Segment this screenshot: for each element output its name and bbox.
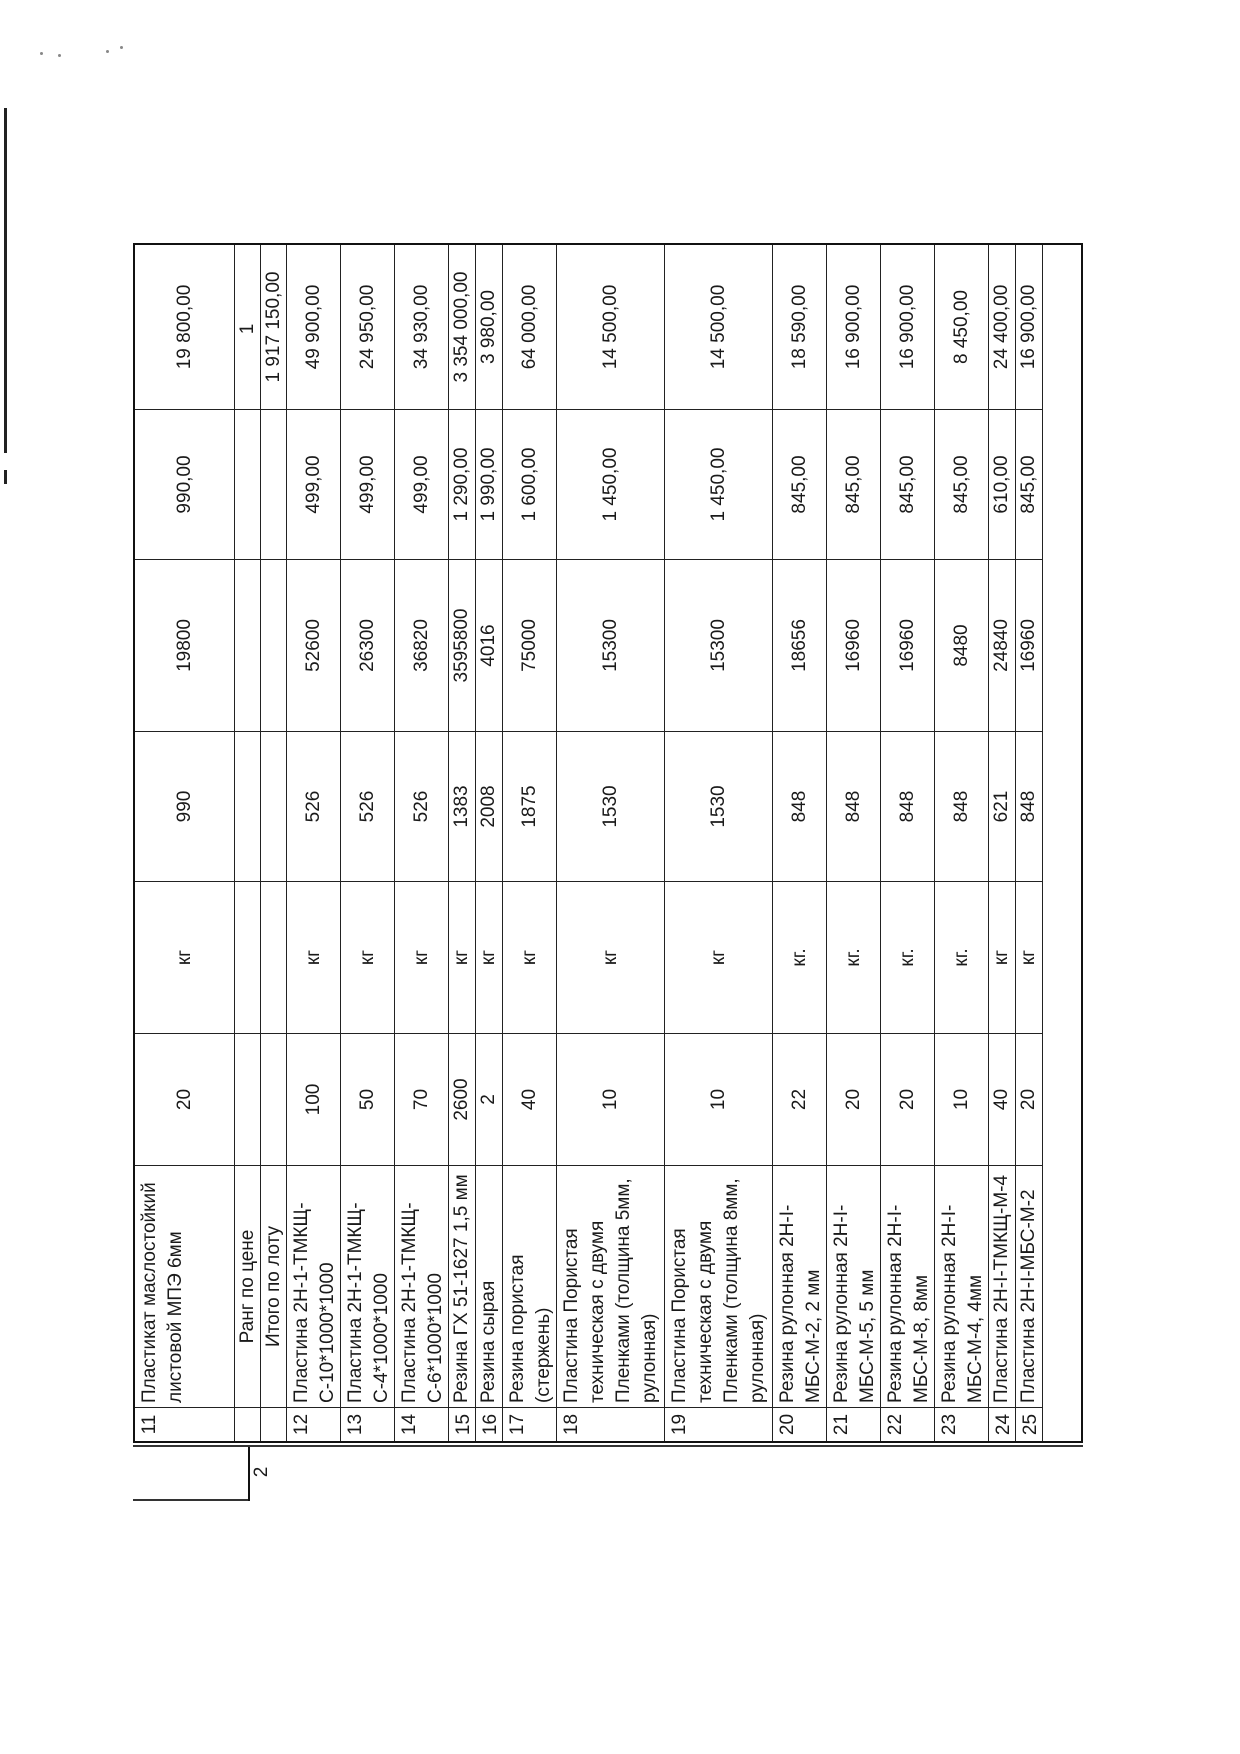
table-cell-sum2: 16 900,00 xyxy=(896,284,918,370)
table-cell-qty: 40 xyxy=(989,1033,1015,1165)
table-cell-sum1: 36820 xyxy=(395,559,448,731)
rotated-document xyxy=(133,241,1091,1501)
table-body xyxy=(135,245,1081,1441)
table-cell-price2 xyxy=(235,409,260,559)
table-cell-unit: кг xyxy=(1016,881,1042,1033)
table-cell-name: Пластина 2Н-1-ТМКЩ-С-10*1000*1000 xyxy=(287,1165,340,1407)
table-cell-qty: 2 xyxy=(476,1033,502,1165)
table-cell-sum1: 16960 xyxy=(1016,559,1042,731)
table-row xyxy=(989,245,1016,1441)
table-cell-sum2: 64 000,00 xyxy=(518,284,540,370)
table-cell-unit xyxy=(235,881,260,1033)
table-cell-name: Резина рулонная 2Н-I-МБС-М-5, 5 мм xyxy=(827,1165,880,1407)
table-cell-qty: 20 xyxy=(1016,1033,1042,1165)
table-cell-unit: кг. xyxy=(773,881,826,1033)
table-row xyxy=(341,245,395,1441)
table-cell-price1: 848 xyxy=(1016,731,1042,881)
table-row xyxy=(1016,245,1043,1441)
table-cell-num: 24 xyxy=(989,1407,1015,1441)
table-cell-sum1: 75000 xyxy=(503,559,556,731)
table-row xyxy=(261,245,287,1441)
table-cell-name: Пластина 2Н-I-ТМКЩ-М-4 xyxy=(989,1165,1015,1407)
table-cell-num: 15 xyxy=(449,1407,475,1441)
scan-speck xyxy=(120,46,123,49)
table-cell-num: 17 xyxy=(503,1407,556,1441)
table-cell-qty: 20 xyxy=(135,1033,234,1165)
table-cell-sum2: 14 500,00 xyxy=(707,284,729,370)
table-cell-price1: 1530 xyxy=(665,731,772,881)
table-cell-num xyxy=(235,1407,260,1441)
table-cell-price1 xyxy=(261,731,286,881)
table-row xyxy=(935,245,989,1441)
table-cell-qty xyxy=(261,1033,286,1165)
table-cell-sum1: 15300 xyxy=(557,559,664,731)
table-cell-price2: 1 450,00 xyxy=(557,409,664,559)
table-cell-sum2: 3 354 000,00 xyxy=(451,271,472,383)
table-cell-price2: 845,00 xyxy=(773,409,826,559)
table-cell-unit: кг. xyxy=(935,881,988,1033)
table-cell-price2: 499,00 xyxy=(341,409,394,559)
table-cell-price1: 1875 xyxy=(503,731,556,881)
table-cell-price2: 499,00 xyxy=(287,409,340,559)
table-cell-qty: 40 xyxy=(503,1033,556,1165)
table-row xyxy=(827,245,881,1441)
table-row xyxy=(773,245,827,1441)
table-cell-sum2: 3 980,00 xyxy=(478,290,499,364)
table-cell-num: 22 xyxy=(881,1407,934,1441)
table-cell-qty: 100 xyxy=(287,1033,340,1165)
table-row xyxy=(235,245,261,1441)
table-cell-sum2: 34 930,00 xyxy=(410,284,432,370)
lot-number: 2 xyxy=(251,1466,272,1478)
table-cell-qty: 20 xyxy=(827,1033,880,1165)
table-cell-sum1: 19800 xyxy=(135,559,234,731)
table-cell-price1: 1383 xyxy=(449,731,475,881)
table-cell-unit: кг xyxy=(135,881,234,1033)
table-cell-sum1: 18656 xyxy=(773,559,826,731)
table-cell-name: Пластина Пористая техническая с двумя Пленками (толщина 5мм, рулонная) xyxy=(557,1165,664,1407)
table-cell-sum1: 52600 xyxy=(287,559,340,731)
table-cell-sum1: 26300 xyxy=(341,559,394,731)
table-cell-num: 11 xyxy=(135,1407,234,1441)
table-cell-price2 xyxy=(261,409,286,559)
table-cell-price2: 610,00 xyxy=(989,409,1015,559)
table-cell-name: Резина рулонная 2Н-I-МБС-М-4, 4мм xyxy=(935,1165,988,1407)
table-cell-price2: 845,00 xyxy=(827,409,880,559)
table-row xyxy=(503,245,557,1441)
table-cell-name: Итого по лоту xyxy=(261,1165,286,1407)
table-cell-price2: 1 990,00 xyxy=(476,409,502,559)
scan-speck xyxy=(106,50,109,53)
table-cell-num: 25 xyxy=(1016,1407,1042,1441)
lot-column-rule xyxy=(133,1446,1083,1448)
table-cell-price1: 848 xyxy=(935,731,988,881)
items-table xyxy=(133,243,1083,1443)
table-cell-unit: кг xyxy=(341,881,394,1033)
scan-edge-line xyxy=(4,108,7,453)
table-cell-sum1: 3595800 xyxy=(449,559,475,731)
table-cell-name: Резина рулонная 2Н-I-МБС-М-8, 8мм xyxy=(881,1165,934,1407)
table-cell-price2: 499,00 xyxy=(395,409,448,559)
table-cell-num: 16 xyxy=(476,1407,502,1441)
table-row xyxy=(449,245,476,1441)
table-cell-num: 21 xyxy=(827,1407,880,1441)
table-cell-name: Резина рулонная 2Н-I-МБС-М-2, 2 мм xyxy=(773,1165,826,1407)
table-cell-qty: 20 xyxy=(881,1033,934,1165)
table-cell-sum1: 16960 xyxy=(827,559,880,731)
table-cell-price1: 848 xyxy=(773,731,826,881)
table-cell-name: Пластина 2Н-1-ТМКЩ-С-6*1000*1000 xyxy=(395,1165,448,1407)
table-cell-name: Пластина Пористая техническая с двумя Пленками (толщина 8мм, рулонная) xyxy=(665,1165,772,1407)
table-cell-sum2: 16 900,00 xyxy=(1018,284,1039,370)
table-cell-qty: 2600 xyxy=(449,1033,475,1165)
table-cell-price1: 621 xyxy=(989,731,1015,881)
table-cell-unit: кг xyxy=(557,881,664,1033)
table-cell-price1: 526 xyxy=(395,731,448,881)
table-cell-name: Пластина 2Н-I-МБС-М-2 xyxy=(1016,1165,1042,1407)
table-row xyxy=(476,245,503,1441)
table-cell-unit: кг xyxy=(395,881,448,1033)
table-cell-qty: 10 xyxy=(557,1033,664,1165)
table-cell-sum1: 8480 xyxy=(935,559,988,731)
table-cell-num: 14 xyxy=(395,1407,448,1441)
table-cell-price2: 1 290,00 xyxy=(449,409,475,559)
table-cell-price2: 845,00 xyxy=(935,409,988,559)
lot-column-rule-left xyxy=(133,1500,248,1502)
table-cell-num: 13 xyxy=(341,1407,394,1441)
table-row xyxy=(881,245,935,1441)
table-cell-unit: кг xyxy=(476,881,502,1033)
table-cell-unit: кг xyxy=(989,881,1015,1033)
table-cell-sum2: 14 500,00 xyxy=(599,284,621,370)
table-cell-price2: 1 600,00 xyxy=(503,409,556,559)
table-cell-price1: 990 xyxy=(135,731,234,881)
table-cell-num: 18 xyxy=(557,1407,664,1441)
table-cell-qty: 22 xyxy=(773,1033,826,1165)
table-cell-name: Резина сырая xyxy=(476,1165,502,1407)
table-cell-name: Ранг по цене xyxy=(235,1165,260,1407)
table-cell-sum2: 1 917 150,00 xyxy=(262,271,284,383)
table-cell-sum2: 18 590,00 xyxy=(788,284,810,370)
table-cell-price1: 2008 xyxy=(476,731,502,881)
table-cell-price2: 845,00 xyxy=(881,409,934,559)
table-cell-unit: кг xyxy=(503,881,556,1033)
table-cell-qty xyxy=(235,1033,260,1165)
table-cell-name: Резина пористая (стержень) xyxy=(503,1165,556,1407)
table-cell-sum1: 15300 xyxy=(665,559,772,731)
table-cell-sum2: 16 900,00 xyxy=(842,284,864,370)
table-cell-sum1 xyxy=(261,559,286,731)
table-cell-sum2: 1 xyxy=(236,323,258,335)
table-cell-name: Пластикат маслостойкий листовой МПЭ 6мм xyxy=(135,1165,234,1407)
table-cell-unit: кг. xyxy=(827,881,880,1033)
table-row xyxy=(135,245,235,1441)
scan-speck xyxy=(58,54,61,57)
table-cell-price1 xyxy=(235,731,260,881)
table-cell-name: Резина ГХ 51-1627 1,5 мм xyxy=(449,1165,475,1407)
table-cell-price1: 1530 xyxy=(557,731,664,881)
table-cell-sum2: 19 800,00 xyxy=(173,284,195,370)
table-cell-price2: 990,00 xyxy=(135,409,234,559)
table-cell-unit: кг xyxy=(665,881,772,1033)
lot-separator-rule xyxy=(248,1447,250,1501)
table-cell-sum1: 16960 xyxy=(881,559,934,731)
table-cell-sum2: 24 950,00 xyxy=(356,284,378,370)
table-cell-num: 23 xyxy=(935,1407,988,1441)
table-cell-price1: 526 xyxy=(341,731,394,881)
table-cell-sum1: 24840 xyxy=(989,559,1015,731)
table-cell-num xyxy=(261,1407,286,1441)
table-cell-sum1 xyxy=(235,559,260,731)
table-row xyxy=(665,245,773,1441)
table-cell-sum2: 8 450,00 xyxy=(950,290,972,364)
table-cell-unit: кг xyxy=(287,881,340,1033)
table-cell-sum2: 24 400,00 xyxy=(991,284,1012,370)
table-cell-unit: кг. xyxy=(881,881,934,1033)
table-cell-qty: 10 xyxy=(665,1033,772,1165)
table-cell-price1: 848 xyxy=(827,731,880,881)
table-cell-num: 19 xyxy=(665,1407,772,1441)
scan-speck xyxy=(40,52,43,55)
scan-edge-tick xyxy=(4,470,7,484)
table-row xyxy=(557,245,665,1441)
table-cell-price1: 526 xyxy=(287,731,340,881)
table-row xyxy=(287,245,341,1441)
table-cell-qty: 10 xyxy=(935,1033,988,1165)
table-cell-qty: 70 xyxy=(395,1033,448,1165)
table-cell-unit xyxy=(261,881,286,1033)
table-cell-price1: 848 xyxy=(881,731,934,881)
table-cell-num: 20 xyxy=(773,1407,826,1441)
table-cell-qty: 50 xyxy=(341,1033,394,1165)
table-cell-price2: 1 450,00 xyxy=(665,409,772,559)
table-cell-unit: кг xyxy=(449,881,475,1033)
table-cell-sum1: 4016 xyxy=(476,559,502,731)
table-row xyxy=(395,245,449,1441)
table-cell-sum2: 49 900,00 xyxy=(302,284,324,370)
table-cell-name: Пластина 2Н-1-ТМКЩ-С-4*1000*1000 xyxy=(341,1165,394,1407)
table-cell-num: 12 xyxy=(287,1407,340,1441)
table-cell-price2: 845,00 xyxy=(1016,409,1042,559)
